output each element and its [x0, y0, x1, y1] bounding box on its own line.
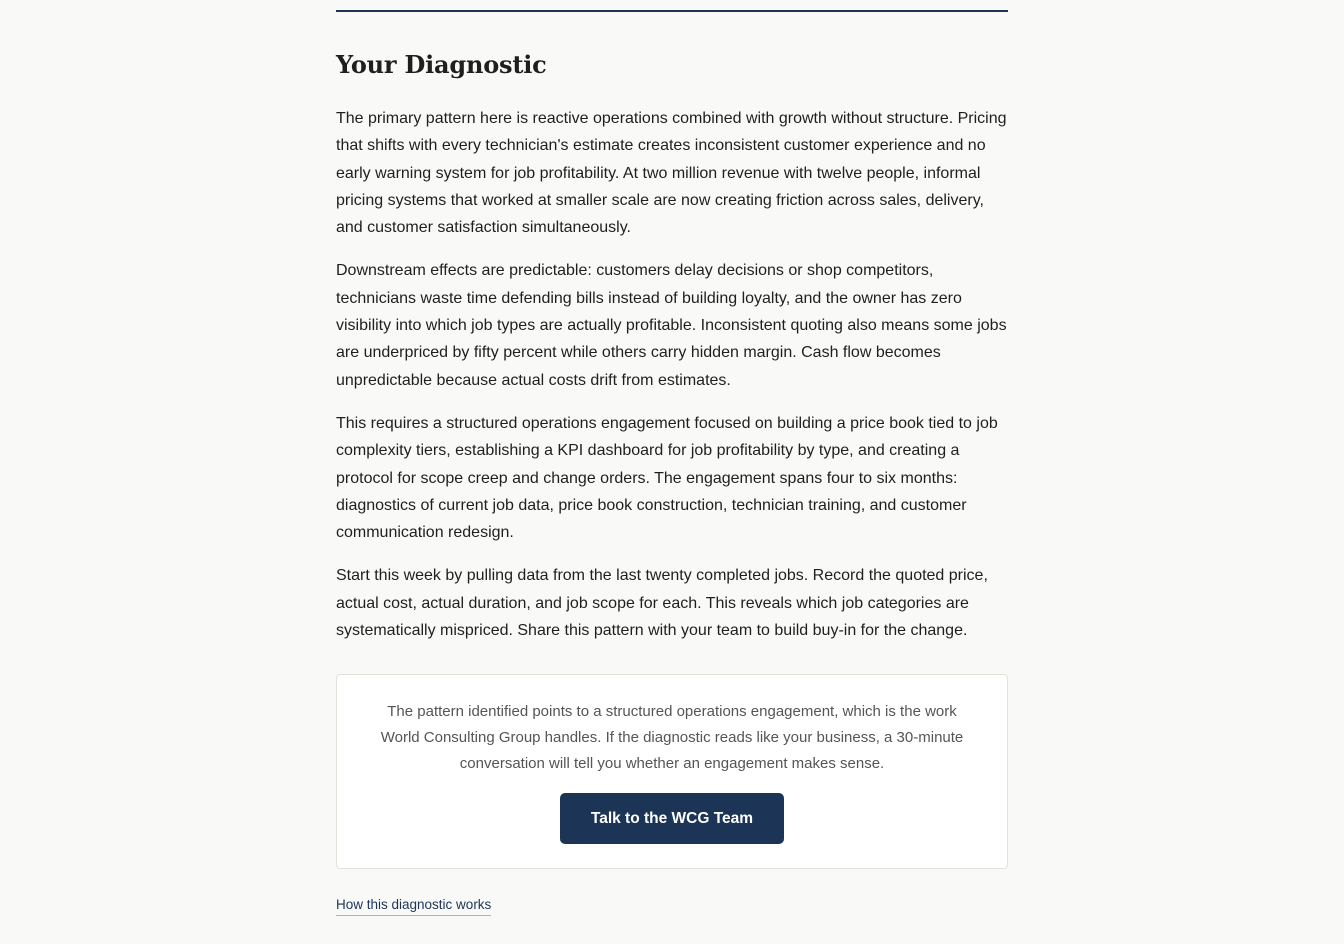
top-divider — [336, 10, 1008, 12]
diagnostic-paragraph: The primary pattern here is reactive operations combined with growth without structure. Pricing that shifts with every technician's estimate creates inconsistent customer experience and no early warning system for job profitability. At two million revenue with twelve people, informal pricing systems that worked at smaller scale are now creating friction across sales, delivery, and customer satisfaction simultaneously. — [336, 110, 1007, 237]
content-column — [336, 0, 1008, 912]
diagnostic-paragraph: Start this week by pulling data from the last twenty completed jobs. Record the quoted price, actual cost, actual duration, and job scope for each. This reveals which job categories are systematically mispriced. Share this pattern with your team to build buy-in for the change. — [336, 567, 988, 640]
page-title: Your Diagnostic — [336, 50, 547, 79]
how-diagnostic-works-link[interactable]: How this diagnostic works — [336, 896, 491, 916]
diagnostic-paragraph: This requires a structured operations engagement focused on building a price book tied to job complexity tiers, establishing a KPI dashboard for job profitability by type, and creating a protocol for scope creep and change orders. The engagement spans four to six months: diagnostics of current job data, price book construction, technician training, and customer communication redesign. — [336, 414, 998, 542]
diagnostic-paragraph: Downstream effects are predictable: customers delay decisions or shop competitors, technicians waste time defending bills instead of building loyalty, and the owner has zero visibility into which job types are actually profitable. Inconsistent quoting also means some jobs are underpriced by fifty percent while others carry hidden margin. Cash flow becomes unpredictable because actual costs drift from estimates. — [336, 262, 1007, 389]
talk-to-team-button[interactable]: Talk to the WCG Team — [560, 793, 784, 844]
diagnostic-body — [336, 105, 1008, 644]
cta-description: The pattern identified points to a structured operations engagement, which is the work World Consulting Group handles. If the diagnostic reads like your business, a 30-minute conversation will tell you whether an engagement makes sense. — [380, 703, 964, 772]
cta-card — [336, 674, 1008, 869]
